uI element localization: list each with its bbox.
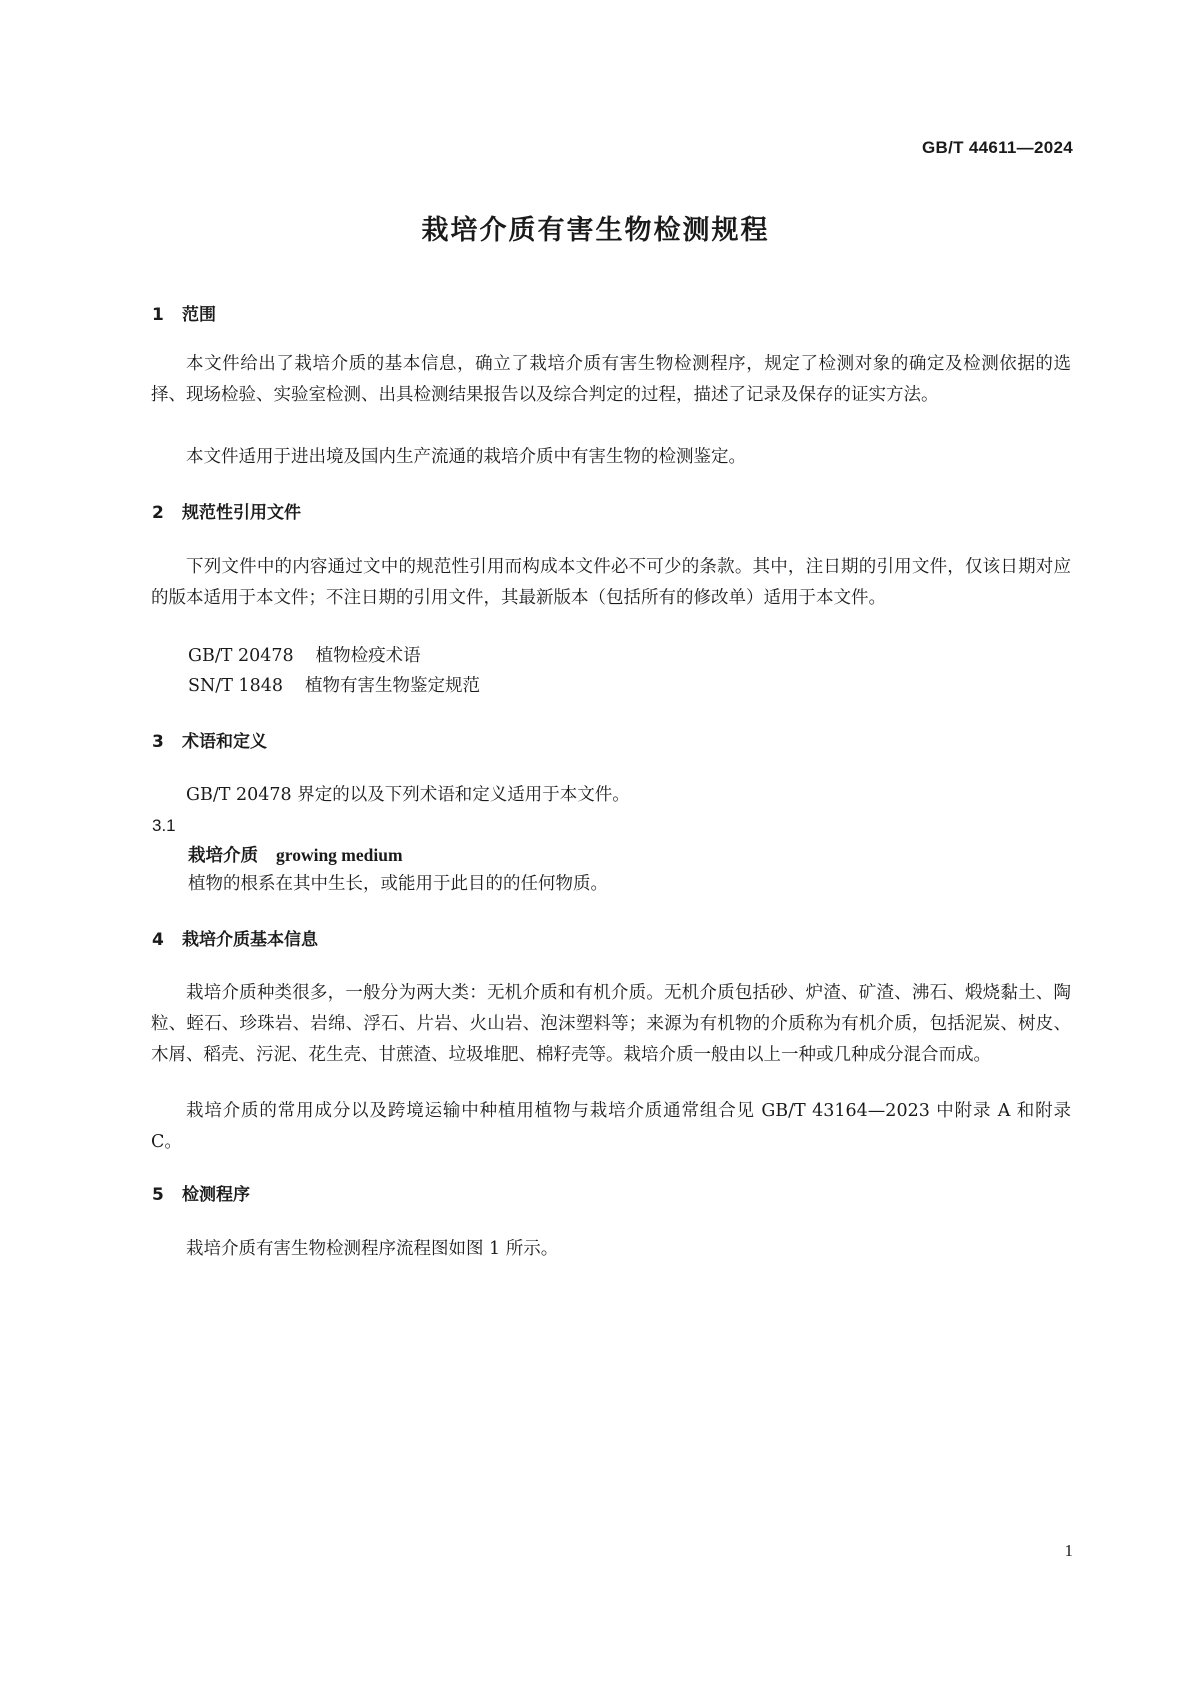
term-chinese: 栽培介质 — [188, 846, 258, 866]
section-3-heading — [152, 727, 267, 752]
section-title: 栽培介质基本信息 — [182, 930, 318, 950]
section-2-paragraph-1: 下列文件中的内容通过文中的规范性引用而构成本文件必不可少的条款。其中，注日期的引用文件，仅该日期对应的版本适用于本文件；不注日期的引用文件，其最新版本（包括所有的修改单）适用于本文件。 — [151, 557, 1071, 608]
section-number: 2 — [152, 503, 164, 523]
section-2-heading — [152, 498, 301, 523]
section-title: 规范性引用文件 — [182, 503, 301, 523]
term-number: 3.1 — [152, 816, 176, 835]
standard-code: GB/T 44611—2024 — [922, 138, 1073, 157]
section-title: 范围 — [182, 305, 216, 325]
reference-title: 植物有害生物鉴定规范 — [304, 676, 480, 696]
section-1-paragraph-2: 本文件适用于进出境及国内生产流通的栽培介质中有害生物的检测鉴定。 — [186, 447, 746, 467]
section-5-heading — [152, 1180, 250, 1205]
reference-code: GB/T 20478 — [188, 646, 294, 666]
term-entry — [188, 842, 403, 867]
section-4-heading — [152, 925, 318, 950]
section-number: 5 — [152, 1185, 164, 1205]
section-number: 1 — [152, 305, 164, 325]
section-1-heading — [152, 300, 216, 325]
page-number: 1 — [1064, 1541, 1073, 1560]
section-4-paragraph-2: 栽培介质的常用成分以及跨境运输中种植用植物与栽培介质通常组合见 GB/T 43164—2023 中附录 A 和附录 C。 — [151, 1101, 1071, 1152]
section-3-paragraph-1: GB/T 20478 界定的以及下列术语和定义适用于本文件。 — [186, 785, 630, 805]
reference-code: SN/T 1848 — [188, 676, 283, 696]
section-number: 3 — [152, 732, 164, 752]
section-4-paragraph-1: 栽培介质种类很多，一般分为两大类：无机介质和有机介质。无机介质包括砂、炉渣、矿渣、沸石、煅烧黏土、陶粒、蛭石、珍珠岩、岩绵、浮石、片岩、火山岩、泡沫塑料等；来源为有机物的介质称为有机介质，包括泥炭、树皮、木屑、稻壳、污泥、花生壳、甘蔗渣、垃圾堆肥、棉籽壳等。栽培介质一般由以上一种或几种成分混合而成。 — [151, 983, 1071, 1065]
reference-title: 植物检疫术语 — [315, 646, 421, 666]
section-1-paragraph-1: 本文件给出了栽培介质的基本信息，确立了栽培介质有害生物检测程序，规定了检测对象的确定及检测依据的选择、现场检验、实验室检测、出具检测结果报告以及综合判定的过程，描述了记录及保存的证实方法。 — [151, 354, 1071, 405]
term-definition: 植物的根系在其中生长，或能用于此目的的任何物质。 — [188, 874, 608, 894]
section-5-paragraph-1: 栽培介质有害生物检测程序流程图如图 1 所示。 — [186, 1239, 559, 1259]
section-title: 术语和定义 — [182, 732, 267, 752]
normative-reference-item — [188, 672, 480, 697]
term-english: growing medium — [276, 845, 403, 865]
document-title: 栽培介质有害生物检测规程 — [421, 215, 770, 246]
section-number: 4 — [152, 930, 164, 950]
section-title: 检测程序 — [182, 1185, 250, 1205]
normative-reference-item — [188, 642, 421, 667]
